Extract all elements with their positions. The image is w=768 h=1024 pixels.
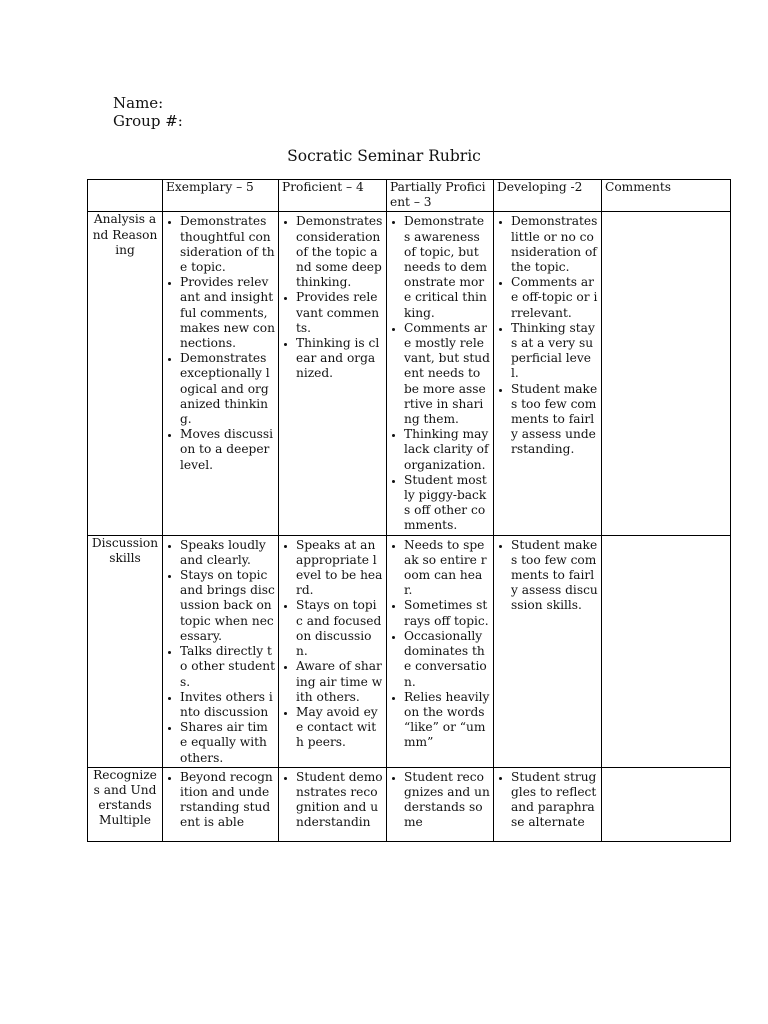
rubric-cell <box>494 212 602 535</box>
name-label: Name: <box>113 94 164 112</box>
header-row <box>88 180 731 212</box>
student-info <box>113 94 183 130</box>
rubric-cell <box>163 535 279 767</box>
list-item: • Needs to speak so entire room can hear. <box>404 538 490 599</box>
list-item: • Occasionally dominates the conversation. <box>404 629 490 690</box>
list-item: • Provides relevant comments. <box>296 290 383 336</box>
rubric-cell <box>494 535 602 767</box>
rubric-cell <box>279 212 387 535</box>
list-item: • Comments are mostly relevant, but student needs to be more assertive in sharing them. <box>404 321 490 427</box>
list-item: • Demonstrates awareness of topic, but needs to demonstrate more critical thinking. <box>404 214 490 320</box>
list-item: • Student makes too few comments to fairly assess understanding. <box>511 382 598 458</box>
list-item: • Shares air time equally with others. <box>180 720 275 766</box>
list-item: • Aware of sharing air time with others. <box>296 659 383 705</box>
comments-cell[interactable] <box>602 212 731 535</box>
column-header: Exemplary – 5 <box>163 180 279 212</box>
column-header: Partially Proficient – 3 <box>387 180 494 212</box>
list-item: • Demonstrates consideration of the topic and some deep thinking. <box>296 214 383 290</box>
list-item: • Comments are off-topic or irrelevant. <box>511 275 598 321</box>
column-header: Developing -2 <box>494 180 602 212</box>
list-item: • Demonstrates exceptionally logical and organized thinking. <box>180 351 275 427</box>
criterion-cell: Discussion skills <box>88 535 163 767</box>
rubric-table <box>87 179 731 842</box>
list-item: • Stays on topic and focused on discussion. <box>296 598 383 659</box>
list-item: • Student mostly piggy-backs off other comments. <box>404 473 490 534</box>
column-header: Comments <box>602 180 731 212</box>
list-item: • Sometimes strays off topic. <box>404 598 490 628</box>
comments-cell[interactable] <box>602 535 731 767</box>
table-row <box>88 767 731 841</box>
list-item: • Thinking may lack clarity of organization. <box>404 427 490 473</box>
rubric-cell <box>163 767 279 841</box>
list-item: • May avoid eye contact with peers. <box>296 705 383 751</box>
column-header <box>88 180 163 212</box>
list-item: • Stays on topic and brings discussion back on topic when necessary. <box>180 568 275 644</box>
rubric-cell <box>387 767 494 841</box>
rubric-cell <box>279 535 387 767</box>
rubric-cell <box>494 767 602 841</box>
list-item: • Moves discussion to a deeper level. <box>180 427 275 473</box>
criterion-cell: Recognizes and Understands Multiple <box>88 767 163 841</box>
column-header: Proficient – 4 <box>279 180 387 212</box>
group-label: Group #: <box>113 112 183 130</box>
list-item: • Student demonstrates recognition and understandin <box>296 770 383 831</box>
table-row <box>88 535 731 767</box>
page-title: Socratic Seminar Rubric <box>287 147 481 165</box>
list-item: • Beyond recognition and understanding student is able <box>180 770 275 831</box>
list-item: • Invites others into discussion <box>180 690 275 720</box>
list-item: • Talks directly to other students. <box>180 644 275 690</box>
list-item: • Student makes too few comments to fairly assess discussion skills. <box>511 538 598 614</box>
list-item: • Student struggles to reflect and paraphrase alternate <box>511 770 598 831</box>
list-item: • Thinking stays at a very superficial level. <box>511 321 598 382</box>
list-item: • Speaks loudly and clearly. <box>180 538 275 568</box>
comments-cell[interactable] <box>602 767 731 841</box>
rubric-cell <box>163 212 279 535</box>
list-item: • Thinking is clear and organized. <box>296 336 383 382</box>
rubric-cell <box>279 767 387 841</box>
rubric-cell <box>387 212 494 535</box>
table-row <box>88 212 731 535</box>
list-item: • Demonstrates little or no consideration of the topic. <box>511 214 598 275</box>
list-item: • Relies heavily on the words “like” or “ummm” <box>404 690 490 751</box>
criterion-cell: Analysis and Reasoning <box>88 212 163 535</box>
rubric-cell <box>387 535 494 767</box>
list-item: • Provides relevant and insightful comments, makes new connections. <box>180 275 275 351</box>
list-item: • Student recognizes and understands some <box>404 770 490 831</box>
list-item: • Demonstrates thoughtful consideration of the topic. <box>180 214 275 275</box>
list-item: • Speaks at an appropriate level to be heard. <box>296 538 383 599</box>
